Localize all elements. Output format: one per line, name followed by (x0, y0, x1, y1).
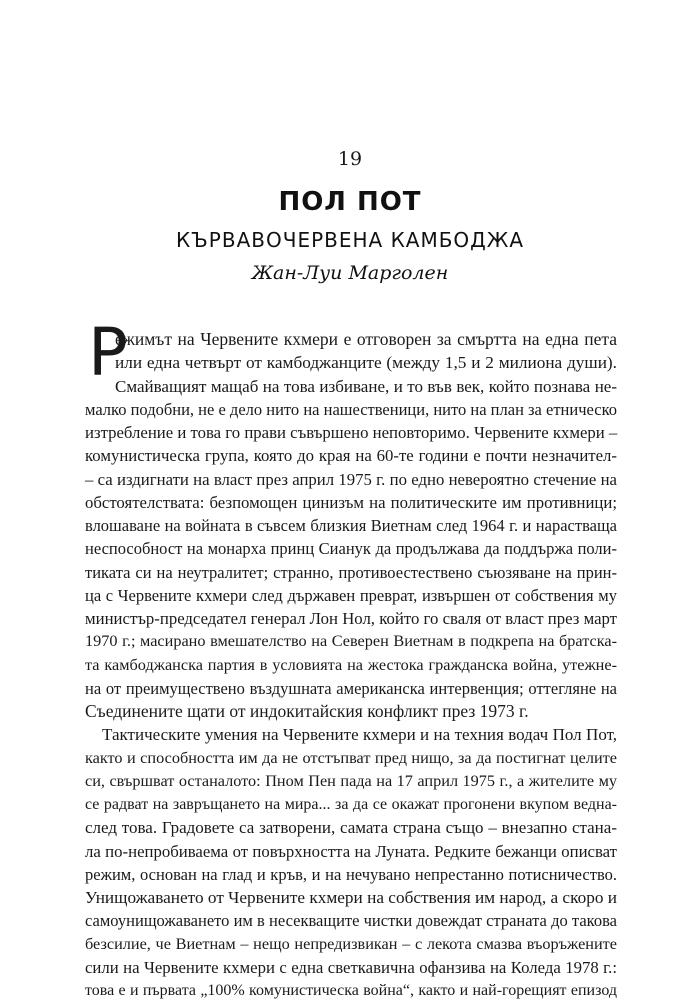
text-line: изтребление и това го прави съвършено неповторимо. Червените кхмери – (85, 423, 618, 442)
text-line: влошаване на войната в съвсем близкия Виетнам след 1964 г. и нарастваща (85, 516, 617, 535)
text-line: си, свършват останалото: Пном Пен пада на 17 април 1975 г., а жителите му (85, 771, 617, 790)
text-line: Съединените щати от индокитайския конфликт през 1973 г. (85, 701, 529, 721)
chapter-number: 19 (337, 148, 363, 170)
text-line: 1970 г.; масирано вмешателство на Северен Виетнам в подкрепа на братска- (85, 632, 617, 651)
text-line: на от преимуществено въздушната американска интервенция; оттегляне на (85, 678, 617, 698)
text-line: Смайващият мащаб на това избиване, и то във век, който познава не- (115, 376, 617, 396)
chapter-subtitle: КЪРВАВОЧЕРВЕНА КАМБОДЖА (175, 228, 525, 252)
text-line: сили на Червените кхмери с една светкавична офанзива на Коледа 1978 г.: (85, 957, 617, 977)
text-line: комунистическа група, която до края на 60-те години е почти незначител- (85, 446, 617, 466)
text-line: министър-председател генерал Лон Нол, който го сваля от власт през март (85, 609, 617, 628)
text-line: се радват на завръщането на мира... за да се окажат прогонени вкупом ведна- (85, 796, 617, 813)
text-line: ла по-непробиваема от повърхността на Луната. Редките бежанци описват (85, 841, 617, 861)
drop-cap: Р (88, 314, 128, 391)
text-line: – са издигнати на власт през април 1975 г. по едно невероятно стечение на (85, 469, 617, 489)
text-line: ца с Червените кхмери след държавен преврат, извършен от собствения му (85, 585, 617, 605)
text-line: режим, основан на глад и кръв, и на нечувано непрестанно потисничество. (85, 864, 617, 884)
text-line: Тактическите умения на Червените кхмери и на техния водач Пол Пот, (102, 725, 617, 745)
chapter-title: ПОЛ ПОТ (278, 187, 422, 217)
text-line: Унищожаването от Червените кхмери на собствения им народ, а скоро и (85, 888, 617, 907)
text-line: обстоятелствата: безпомощен цинизъм на политическите им противници; (85, 492, 617, 512)
text-line: безсилие, че Виетнам – нещо непредизвикан – с лекота смазва въоръжените (85, 934, 617, 953)
text-line: малко подобни, не е дело нито на нашественици, нито на план за етническо (85, 399, 617, 419)
text-line: тиката си на неутралитет; странно, противоестествено съюзяване на прин- (85, 562, 617, 582)
chapter-author: Жан-Луи Марголен (251, 262, 449, 284)
text-line: неспособност на монарха принц Сианук да продължава да поддържа поли- (85, 539, 617, 559)
text-line: самоунищожаването им в несекващите чистки довеждат страната до такова (85, 911, 617, 931)
text-line: това е и първата „100% комунистическа война“, както и най-горещият епизод (85, 982, 617, 999)
text-line: както и способността им да не отстъпват пред нищо, за да постигнат целите (85, 748, 617, 767)
text-line: та камбоджанска партия в условията на жестока гражданска война, утежне- (85, 655, 617, 674)
text-line: или една четвърт от камбоджанците (между 1,5 и 2 милиона души). (115, 353, 617, 373)
text-line: след това. Градовете са затворени, самата страна също – внезапно стана- (85, 818, 617, 838)
text-line: ежимът на Червените кхмери е отговорен за смъртта на една пета (115, 329, 617, 349)
body-text (85, 328, 617, 1002)
